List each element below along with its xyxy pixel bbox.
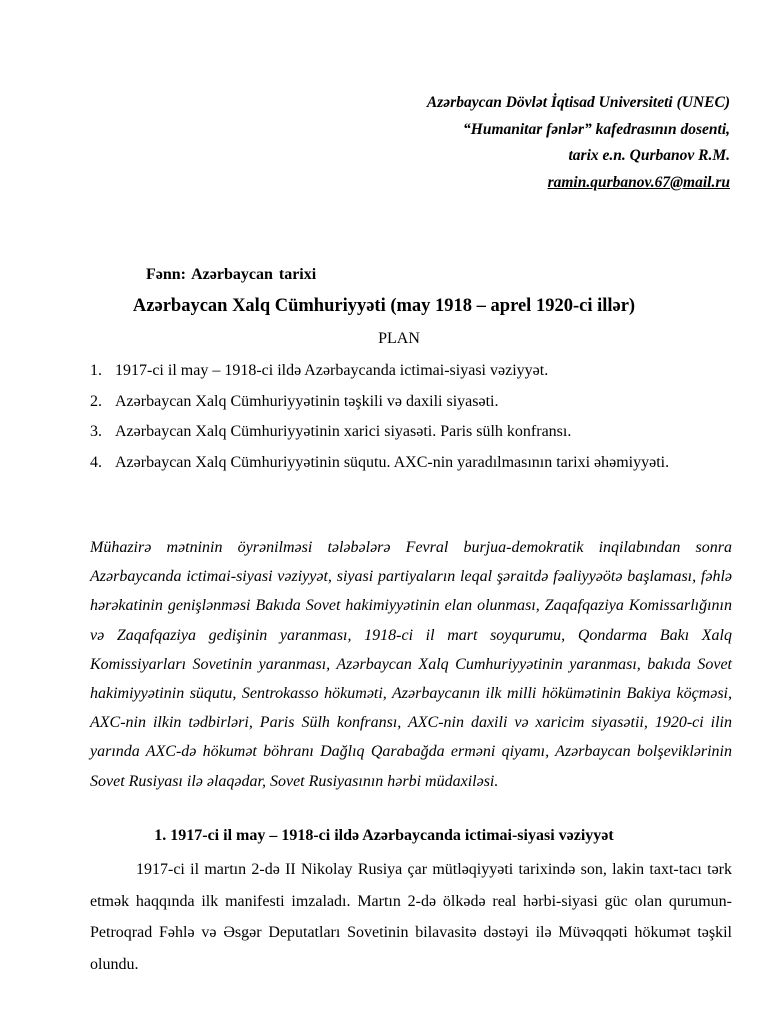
- plan-item-text: Azərbaycan Xalq Cümhuriyyətinin təşkili və daxili siyasəti.: [115, 392, 499, 410]
- plan-item: [90, 387, 732, 418]
- university-name: Azərbaycan Dövlət İqtisad Universiteti (UNEC): [426, 94, 730, 111]
- section-1-heading: 1. 1917-ci il may – 1918-ci ildə Azərbaycanda ictimai-siyasi vəziyyət: [154, 827, 614, 844]
- document-title: Azərbaycan Xalq Cümhuriyyəti (may 1918 – aprel 1920-ci illər): [132, 296, 636, 316]
- author-email-link[interactable]: ramin.qurbanov.67@mail.ru: [547, 173, 730, 191]
- plan-heading: PLAN: [378, 330, 420, 347]
- author-header: [427, 90, 730, 196]
- section-1-paragraph: 1917-ci il martın 2-də II Nikolay Rusiya çar mütləqiyyəti tarixində son, lakin taxt-tacı tərk etmək haqqında ilk manifesti imzaladı. Martın 2-də ölkədə real hərbi-siyasi güc olan qurumun-Petroqrad Fəhlə və Əsgər Deputatları Sovetinin bilavasitə dəstəyi ilə Müvəqqəti hökumət təşkil olundu.: [90, 861, 732, 973]
- plan-item: [90, 448, 732, 479]
- plan-item-text: Azərbaycan Xalq Cümhuriyyətinin süqutu. AXC-nin yaradılmasının tarixi əhəmiyyəti.: [115, 453, 670, 471]
- abstract-paragraph: Mühazirə mətninin öyrənilməsi tələbələrə Fevral burjua-demokratik inqilabından sonra Azərbaycanda ictimai-siyasi vəziyyət, siyasi partiyaların leqal şəraitdə fəaliyyəötə başlaması, fəhlə hərəkatinin genişlənməsi Bakıda Sovet hakimiyyətinin elan olunması, Zaqafqaziya Komissarlığının və Zaqafqaziya gedişinin yaranması, 1918-ci il mart soyqurumu, Qondarma Bakı Xalq Komissiyarları Sovetinin yaranması, Azərbaycan Xalq Cumhuriyyətinin yaranması, bakıda Sovet hakimiyyətinin süqutu, Sentrokasso hökuməti, Azərbaycanın ilk milli hökümətinin Bakiya köçməsi, AXC-nin ilkin tədbirləri, Paris Sülh konfransı, AXC-nin daxili və xaricim siyasətii, 1920-ci ilin yarında AXC-də hökumət böhranı Dağlıq Qarabağda erməni qiyamı, Azərbaycan bolşeviklərinin Sovet Rusiyası ilə əlaqədar, Sovet Rusiyasının hərbi müdaxiləsi.: [90, 539, 732, 790]
- author-name: tarix e.n. Qurbanov R.M.: [568, 147, 730, 164]
- subject-line: Fənn: Azərbaycan tarixi: [146, 266, 317, 283]
- plan-item: [90, 356, 732, 387]
- plan-item-text: 1917-ci il may – 1918-ci ildə Azərbaycanda ictimai-siyasi vəziyyət.: [115, 362, 549, 379]
- department-name: “Humanitar fənlər” kafedrasının dosenti,: [463, 120, 730, 138]
- plan-item-number: 4.: [90, 453, 102, 471]
- plan-item-number: 1.: [90, 362, 102, 379]
- plan-list: [90, 356, 732, 478]
- plan-item: [90, 417, 732, 448]
- plan-item-text: Azərbaycan Xalq Cümhuriyyətinin xarici siyasəti. Paris sülh konfransı.: [115, 423, 572, 440]
- plan-item-number: 3.: [90, 423, 102, 440]
- plan-item-number: 2.: [90, 392, 102, 410]
